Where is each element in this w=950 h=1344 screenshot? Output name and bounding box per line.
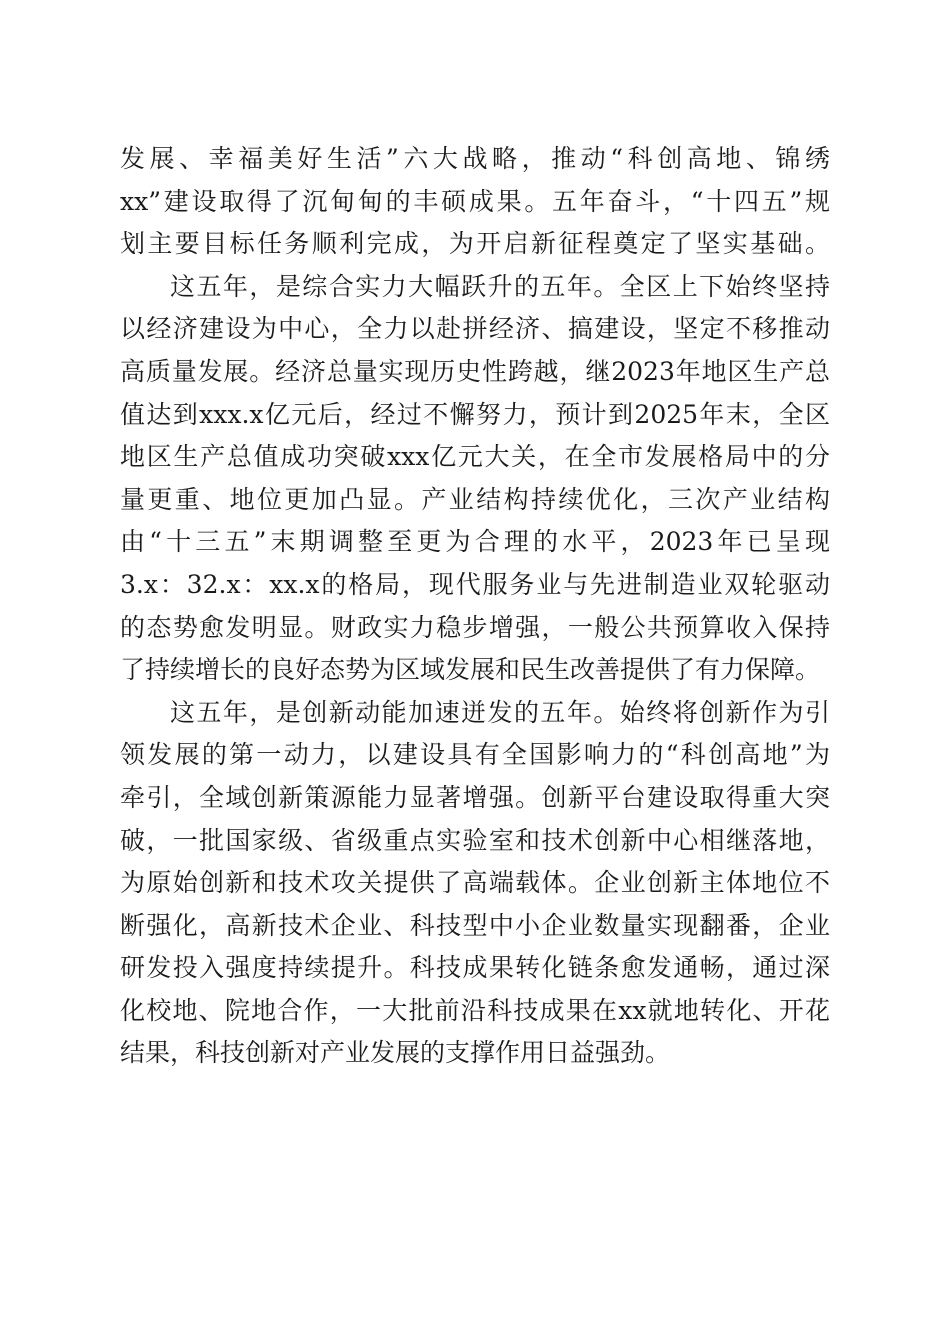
paragraph-2-line-3: 高质量发展。经济总量实现历史性跨越，继2023年地区生产总 [120, 356, 830, 386]
paragraph-2-line-2: 以经济建设为中心，全力以赴拼经济、搞建设，坚定不移推动 [120, 314, 830, 344]
paragraph-3-line-7: 研发投入强度持续提升。科技成果转化链条愈发通畅，通过深 [120, 953, 830, 983]
paragraph-3-line-1: 这五年，是创新动能加速迸发的五年。始终将创新作为引 [170, 697, 830, 727]
paragraph-2-line-10: 了持续增长的良好态势为区域发展和民生改善提供了有力保障。 [120, 655, 821, 685]
paragraph-2-line-6: 量更重、地位更加凸显。产业结构持续优化，三次产业结构 [120, 484, 830, 514]
paragraph-3-line-8: 化校地、院地合作，一大批前沿科技成果在xx就地转化、开花 [120, 995, 830, 1025]
paragraph-1-line-2: xx”建设取得了沉甸甸的丰硕成果。五年奋斗，“十四五”规 [120, 186, 830, 216]
paragraph-3-line-6: 断强化，高新技术企业、科技型中小企业数量实现翻番，企业 [120, 910, 830, 940]
paragraph-2-line-5: 地区生产总值成功突破xxx亿元大关，在全市发展格局中的分 [120, 442, 830, 472]
paragraph-1-line-1: 发展、幸福美好生活”六大战略，推动“科创高地、锦绣 [120, 144, 830, 173]
paragraph-1-line-3: 划主要目标任务顺利完成，为开启新征程奠定了坚实基础。 [120, 229, 830, 259]
paragraph-2-line-8: 3.x：32.x：xx.x的格局，现代服务业与先进制造业双轮驱动 [120, 569, 830, 599]
paragraph-3-line-9: 结果，科技创新对产业发展的支撑作用日益强劲。 [120, 1038, 671, 1068]
paragraph-2-line-1: 这五年，是综合实力大幅跃升的五年。全区上下始终坚持 [170, 271, 830, 301]
paragraph-3-line-3: 牵引，全域创新策源能力显著增强。创新平台建设取得重大突 [120, 782, 830, 812]
paragraph-2-line-7: 由“十三五”末期调整至更为合理的水平，2023年已呈现 [120, 527, 830, 557]
paragraph-2-line-9: 的态势愈发明显。财政实力稳步增强，一般公共预算收入保持 [120, 612, 830, 642]
paragraph-3-line-5: 为原始创新和技术攻关提供了高端载体。企业创新主体地位不 [120, 868, 830, 898]
paragraph-2-line-4: 值达到xxx.x亿元后，经过不懈努力，预计到2025年末，全区 [120, 399, 830, 429]
paragraph-3-line-2: 领发展的第一动力，以建设具有全国影响力的“科创高地”为 [120, 740, 830, 770]
document-body [120, 138, 830, 1075]
paragraph-3-line-4: 破，一批国家级、省级重点实验室和技术创新中心相继落地， [120, 825, 830, 855]
